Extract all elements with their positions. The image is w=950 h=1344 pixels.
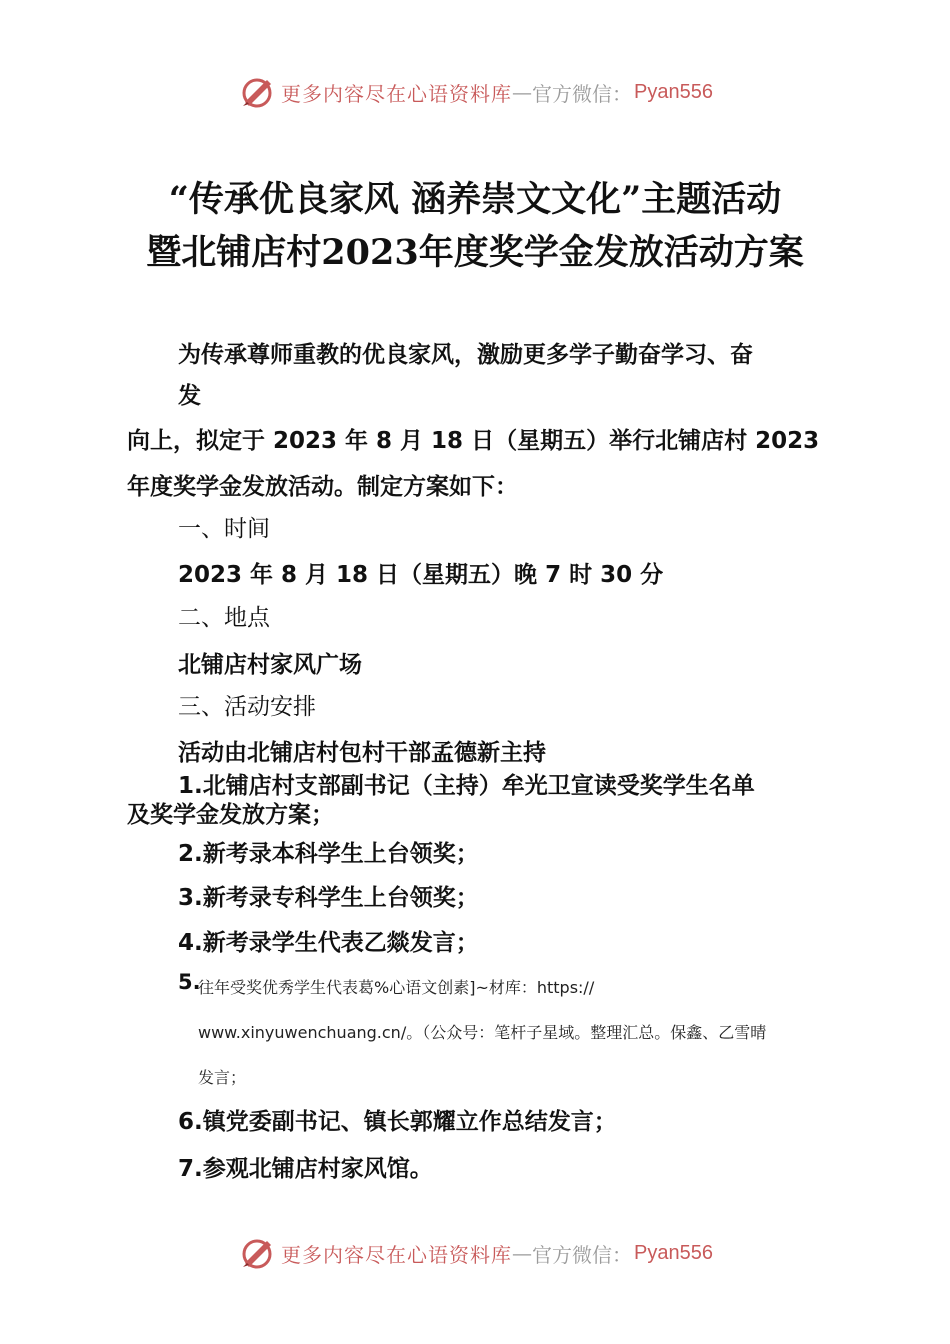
- list-item-7: 7.参观北铺店村家风馆。: [178, 1156, 433, 1182]
- watermark-banner-top: [0, 72, 950, 112]
- section1-content: 2023 年 8 月 18 日（星期五）晚 7 时 30 分: [178, 562, 664, 588]
- watermark-banner-bottom: [0, 1233, 950, 1273]
- watermark-wechat-id: Pyan556: [634, 1241, 713, 1264]
- intro-line1: 为传承尊师重教的优良家风，激励更多学子勤奋学习、奋: [178, 342, 753, 368]
- watermark-dash: —: [512, 1241, 533, 1265]
- watermark-wechat-label: 官方微信：: [532, 1242, 633, 1267]
- document-title-line2: 暨北铺店村2023年度奖学金发放活动方案: [146, 232, 804, 273]
- watermark-dash: —: [512, 80, 533, 104]
- list-item-4: 4.新考录学生代表乙燚发言；: [178, 930, 479, 956]
- list-item-5-line2: www.xinyuwenchuang.cn/。（公众号：笔杆子星域。整理汇总。保鑫、乙雪晴: [198, 1023, 767, 1042]
- list-item-3: 3.新考录专科学生上台领奖；: [178, 885, 479, 911]
- watermark-wechat-id: Pyan556: [634, 80, 713, 103]
- list-item-1-line2: 及奖学金发放方案；: [127, 802, 334, 828]
- watermark-wechat-label: 官方微信：: [532, 81, 633, 106]
- brush-logo-icon: [237, 72, 277, 112]
- section3-heading: 三、活动安排: [178, 694, 316, 720]
- watermark-text: 更多内容尽在心语资料库: [281, 81, 513, 106]
- intro-line4: 年度奖学金发放活动。制定方案如下：: [127, 474, 518, 500]
- list-item-5-line3: 发言；: [198, 1068, 247, 1087]
- list-item-1-line1: 1.北铺店村支部副书记（主持）牟光卫宣读受奖学生名单: [178, 773, 755, 799]
- intro-line3: 向上，拟定于 2023 年 8 月 18 日（星期五）举行北铺店村 2023: [127, 428, 820, 454]
- host-line: 活动由北铺店村包村干部孟德新主持: [178, 740, 546, 766]
- section2-heading: 二、地点: [178, 605, 270, 631]
- section2-content: 北铺店村家风广场: [178, 652, 362, 678]
- document-title-line1: “传承优良家风 涵养崇文文化”主题活动: [168, 179, 782, 220]
- list-item-5-number: 5.: [178, 970, 201, 994]
- watermark-text: 更多内容尽在心语资料库: [281, 1242, 513, 1267]
- section1-heading: 一、时间: [178, 516, 270, 542]
- list-item-6: 6.镇党委副书记、镇长郭耀立作总结发言；: [178, 1109, 617, 1135]
- brush-logo-icon: [237, 1233, 277, 1273]
- list-item-2: 2.新考录本科学生上台领奖；: [178, 841, 479, 867]
- intro-line2: 发: [178, 383, 201, 409]
- list-item-5-line1: 往年受奖优秀学生代表葛%心语文创素]~材库：https://: [198, 978, 595, 997]
